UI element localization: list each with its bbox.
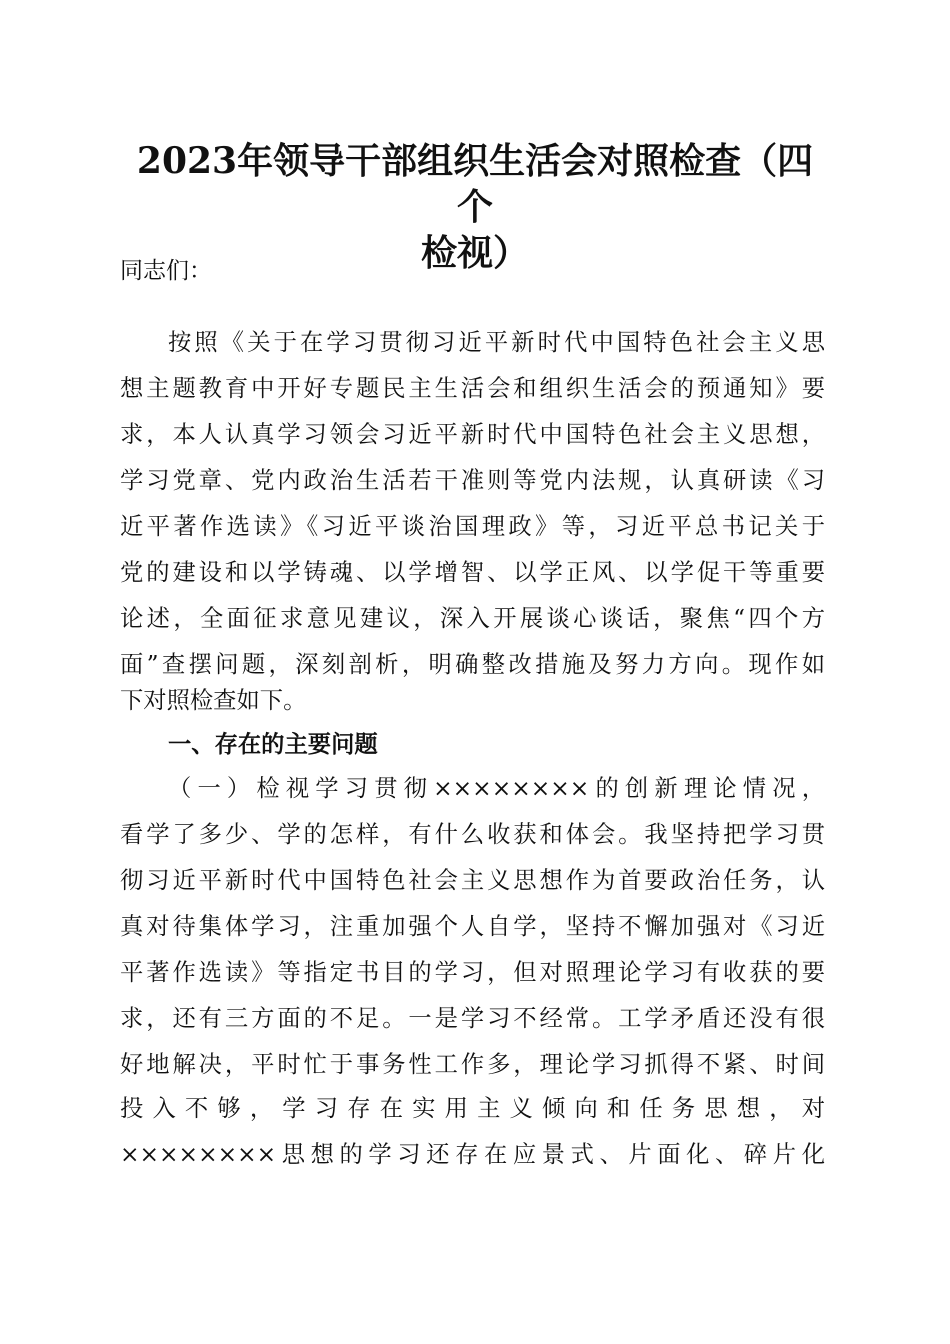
paragraph-line: 求，本人认真学习领会习近平新时代中国特色社会主义思想， [120, 421, 825, 448]
paragraph-line: 按照《关于在学习贯彻习近平新时代中国特色社会主义思 [168, 329, 825, 356]
section-heading: 一、存在的主要问题 [168, 731, 378, 758]
paragraph-line: 面”查摆问题，深刻剖析，明确整改措施及努力方向。现作如 [120, 651, 825, 678]
salutation: 同志们： [120, 258, 212, 284]
paragraph-line: 看学了多少、学的怎样，有什么收获和体会。我坚持把学习贯 [120, 821, 825, 848]
title-line: 2023年领导干部组织生活会对照检查（四个 [136, 140, 814, 228]
paragraph-line: 论述，全面征求意见建议，深入开展谈心谈话，聚焦“四个方 [120, 605, 825, 632]
paragraph-line: 真对待集体学习，注重加强个人自学，坚持不懈加强对《习近 [120, 913, 825, 940]
paragraph-line: 投入不够，学习存在实用主义倾向和任务思想，对 [120, 1095, 825, 1122]
paragraph-line: 下对照检查如下。 [120, 687, 307, 714]
paragraph-line: 彻习近平新时代中国特色社会主义思想作为首要政治任务，认 [120, 867, 825, 894]
paragraph-line: ××××××××思想的学习还存在应景式、片面化、碎片化 [120, 1141, 825, 1168]
paragraph-line: 近平著作选读》《习近平谈治国理政》等，习近平总书记关于 [120, 513, 825, 540]
title-line: 检视） [420, 232, 529, 274]
paragraph-line: 求，还有三方面的不足。一是学习不经常。工学矛盾还没有很 [120, 1005, 825, 1032]
paragraph-line: 好地解决，平时忙于事务性工作多，理论学习抓得不紧、时间 [120, 1051, 825, 1078]
paragraph-line: 平著作选读》等指定书目的学习，但对照理论学习有收获的要 [120, 959, 825, 986]
paragraph-line: （一）检视学习贯彻××××××××的创新理论情况， [168, 775, 825, 802]
paragraph-line: 想主题教育中开好专题民主生活会和组织生活会的预通知》要 [120, 375, 825, 402]
paragraph-line: 党的建设和以学铸魂、以学增智、以学正风、以学促干等重要 [120, 559, 825, 586]
paragraph-line: 学习党章、党内政治生活若干准则等党内法规，认真研读《习 [120, 467, 825, 494]
